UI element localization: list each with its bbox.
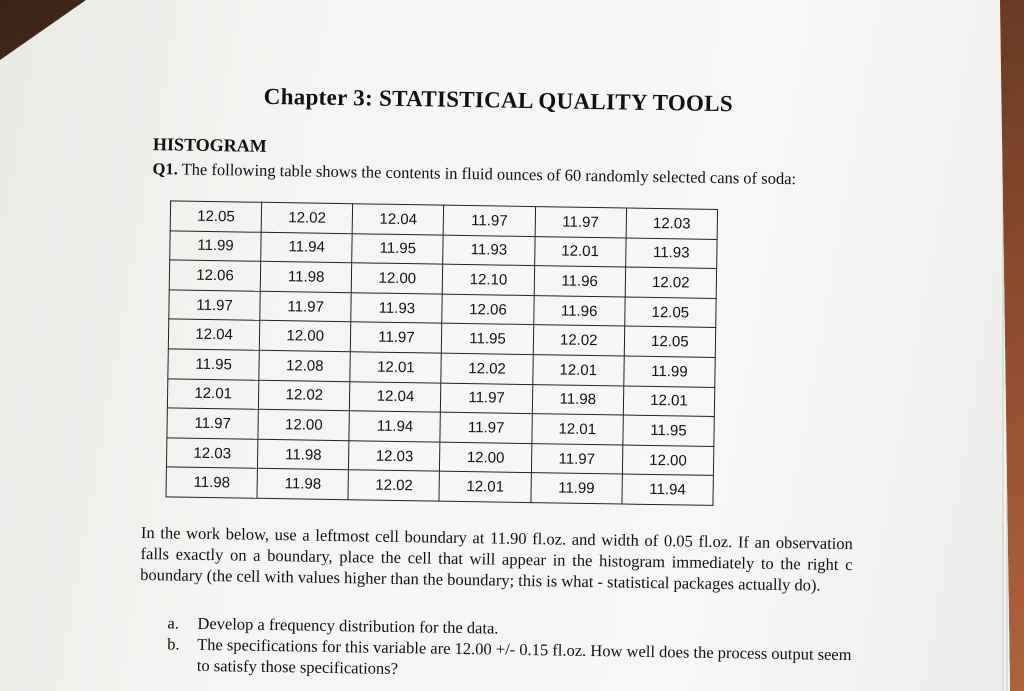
table-cell: 11.94 [349,411,441,442]
table-cell: 12.10 [443,264,535,295]
table-cell: 12.01 [531,414,623,445]
table-cell: 11.95 [168,349,260,380]
task-label: b. [167,634,180,654]
table-cell: 12.04 [352,204,444,235]
table-cell: 11.97 [169,290,261,321]
table-cell: 12.01 [167,378,259,409]
table-cell: 12.01 [532,355,624,386]
table-cell: 12.02 [533,325,625,356]
table-cell: 12.06 [442,294,534,325]
table-cell: 12.05 [170,201,262,232]
table-cell: 11.99 [531,473,623,504]
table-cell: 12.00 [622,445,714,476]
task-label: a. [167,613,180,633]
table-cell: 11.93 [443,235,535,266]
table-cell: 12.02 [261,202,353,233]
section-heading: HISTOGRAM [152,134,267,156]
table-cell: 12.02 [625,267,717,298]
instructions-paragraph: In the work below, use a leftmost cell boundary at 11.90 fl.oz. and width of 0.05 fl.oz. If an observation falls exactly on a boundary, place the cell that will appear in the histogram immediately to the right c boundary (the cell with values higher than the boundary; this is what - statistical packages actually do). [140,522,853,595]
table-cell: 11.97 [441,383,533,414]
table-cell: 12.03 [349,440,441,471]
task-text: The specifications for this variable are 12.00 +/- 0.15 fl.oz. How well does the process output seem to satisfy those specifications? [196,634,852,678]
table-cell: 11.95 [442,324,534,355]
table-cell: 12.06 [169,260,261,291]
table-cell: 12.03 [626,208,718,239]
table-cell: 12.02 [348,470,440,501]
question-label: Q1. [152,159,179,179]
table-cell: 12.00 [440,442,532,473]
table-cell: 12.00 [352,263,444,294]
table-cell: 11.95 [623,415,715,446]
table-cell: 11.97 [444,205,536,236]
table-cell: 11.94 [261,232,353,263]
table-cell: 11.97 [531,443,623,474]
table-cell: 11.98 [260,261,352,292]
table-cell: 11.95 [352,233,444,264]
table-cell: 12.02 [259,380,351,411]
table-cell: 12.04 [168,319,260,350]
table-cell: 12.04 [350,381,442,412]
table-cell: 11.93 [351,293,443,324]
table-cell: 12.00 [259,321,351,352]
table-cell: 11.98 [532,384,624,415]
table-cell: 11.98 [166,467,258,498]
table-cell: 12.01 [350,352,442,383]
chapter-title: Chapter 3: STATISTICAL QUALITY TOOLS [263,83,734,117]
table-cell: 11.99 [624,356,716,387]
soda-data-table [165,200,718,506]
task-list [167,612,858,686]
table-cell: 11.94 [622,474,714,505]
table-cell: 12.05 [624,326,716,357]
table-cell: 11.98 [257,469,349,500]
table-cell: 11.98 [258,439,350,470]
table-cell: 12.08 [259,350,351,381]
table-cell: 12.00 [258,409,350,440]
table-cell: 12.02 [441,353,533,384]
table-cell: 12.01 [534,236,626,267]
task-text: Develop a frequency distribution for the data. [197,613,499,638]
table-cell: 11.96 [534,266,626,297]
table-cell: 11.97 [440,412,532,443]
table-cell: 12.05 [625,297,717,328]
table-cell: 11.99 [170,230,262,261]
question-body: The following table shows the contents in fluid ounces of 60 randomly selected cans of soda: [181,159,797,189]
table-cell: 11.93 [625,238,717,269]
table-cell: 12.01 [439,471,531,502]
table-cell: 12.01 [623,386,715,417]
table-cell: 11.96 [533,295,625,326]
table-cell: 12.03 [166,438,258,469]
table-cell: 11.97 [167,408,259,439]
table-cell: 11.97 [351,322,443,353]
table-cell: 11.97 [260,291,352,322]
table-cell: 11.97 [535,207,627,238]
